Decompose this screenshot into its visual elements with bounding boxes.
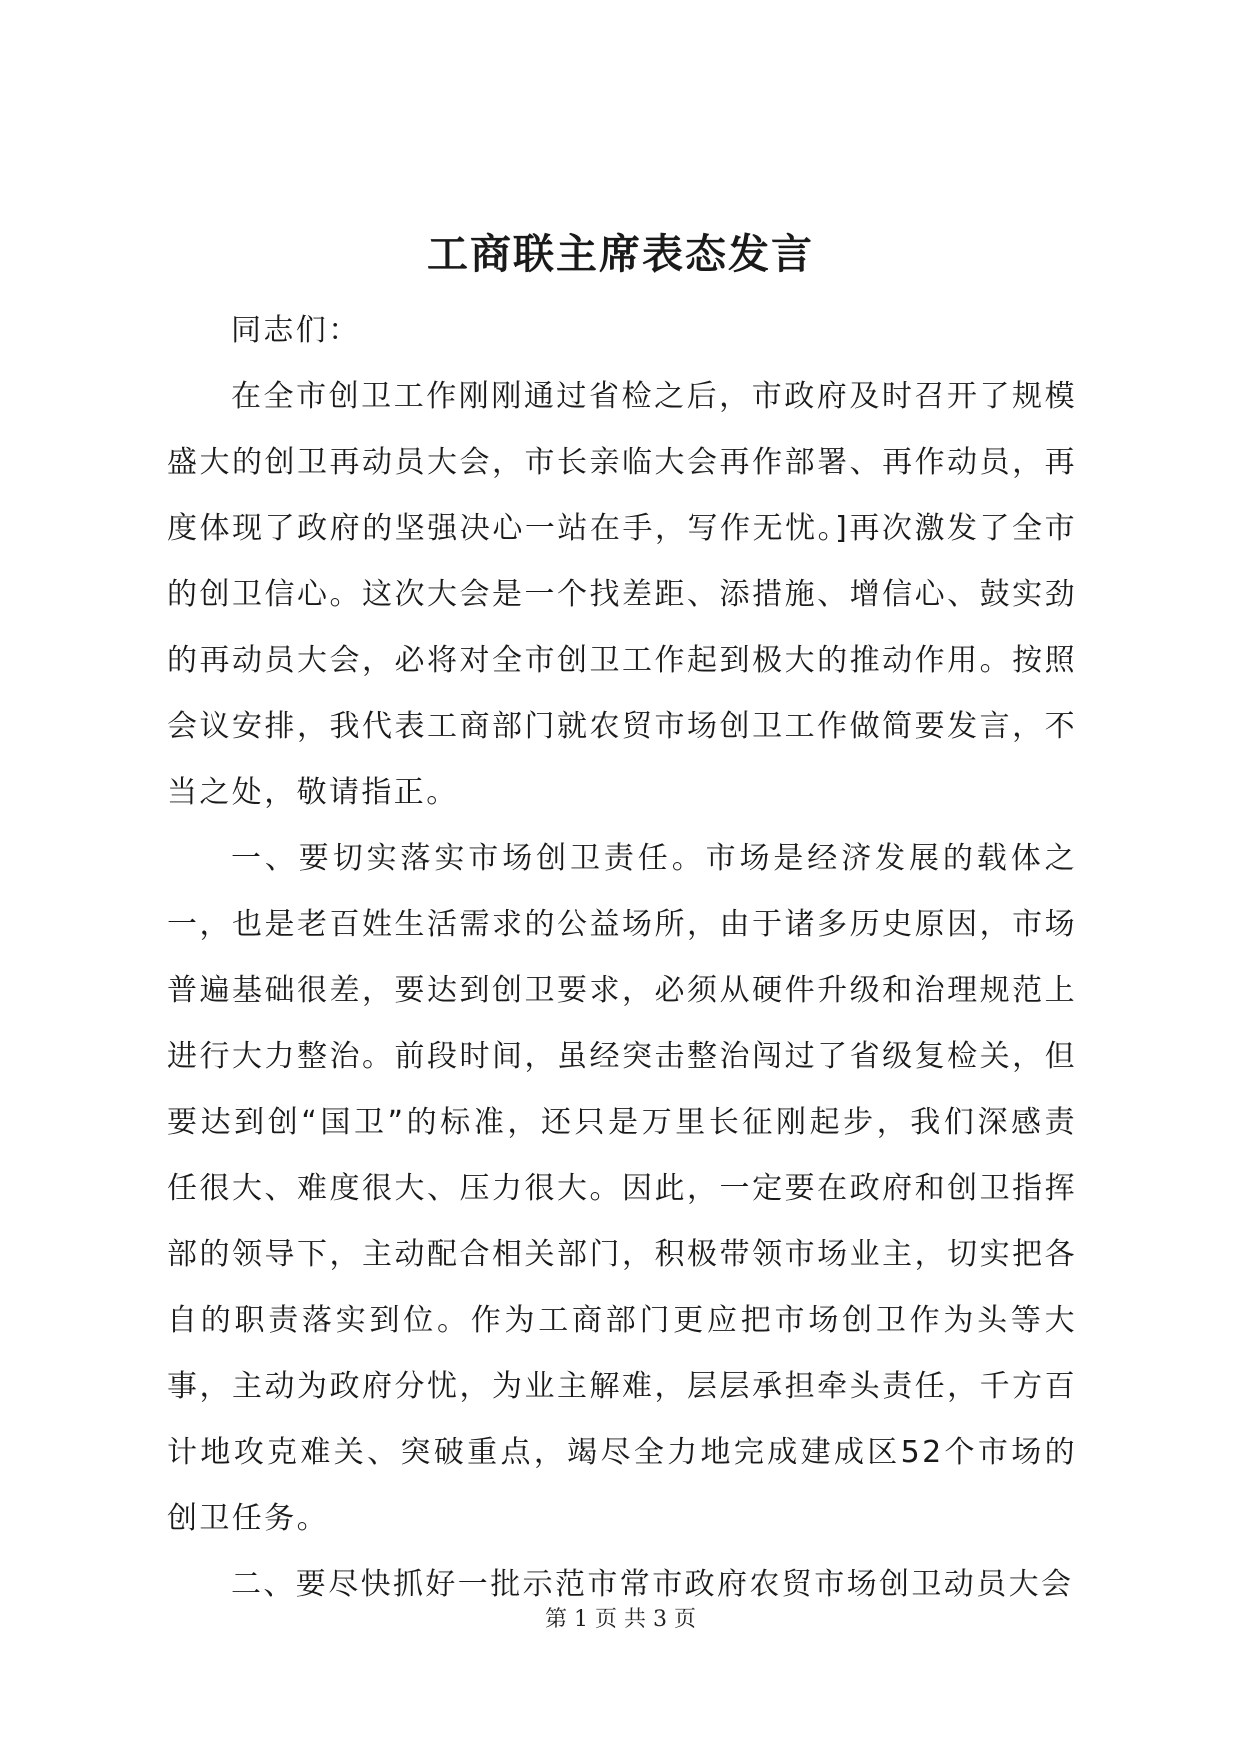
paragraph-section-1: 一、要切实落实市场创卫责任。市场是经济发展的载体之一，也是老百姓生活需求的公益场所，由于诸多历史原因，市场普遍基础很差，要达到创卫要求，必须从硬件升级和治理规范上进行大力整治。前段时间，虽经突击整治闯过了省级复检关，但要达到创“国卫”的标准，还只是万里长征刚起步，我们深感责任很大、难度很大、压力很大。因此，一定要在政府和创卫指挥部的领导下，主动配合相关部门，积极带领市场业主，切实把各自的职责落实到位。作为工商部门更应把市场创卫作为头等大事，主动为政府分忧，为业主解难，层层承担牵头责任，千方百计地攻克难关、突破重点，竭尽全力地完成建成区52个市场的创卫任务。	[167, 841, 1077, 1536]
page-number-footer: 第 1 页 共 3 页	[545, 1607, 696, 1632]
salutation: 同志们：	[231, 313, 361, 348]
paragraph-section-2: 二、要尽快抓好一批示范市常市政府农贸市场创卫动员大会	[231, 1567, 1074, 1602]
document-body	[167, 298, 1077, 1618]
document-title: 工商联主席表态发言	[427, 230, 814, 278]
paragraph-intro: 在全市创卫工作刚刚通过省检之后，市政府及时召开了规模盛大的创卫再动员大会，市长亲临大会再作部署、再作动员，再度体现了政府的坚强决心一站在手，写作无忧。]再次激发了全市的创卫信心。这次大会是一个找差距、添措施、增信心、鼓实劲的再动员大会，必将对全市创卫工作起到极大的推动作用。按照会议安排，我代表工商部门就农贸市场创卫工作做简要发言，不当之处，敬请指正。	[167, 379, 1077, 810]
